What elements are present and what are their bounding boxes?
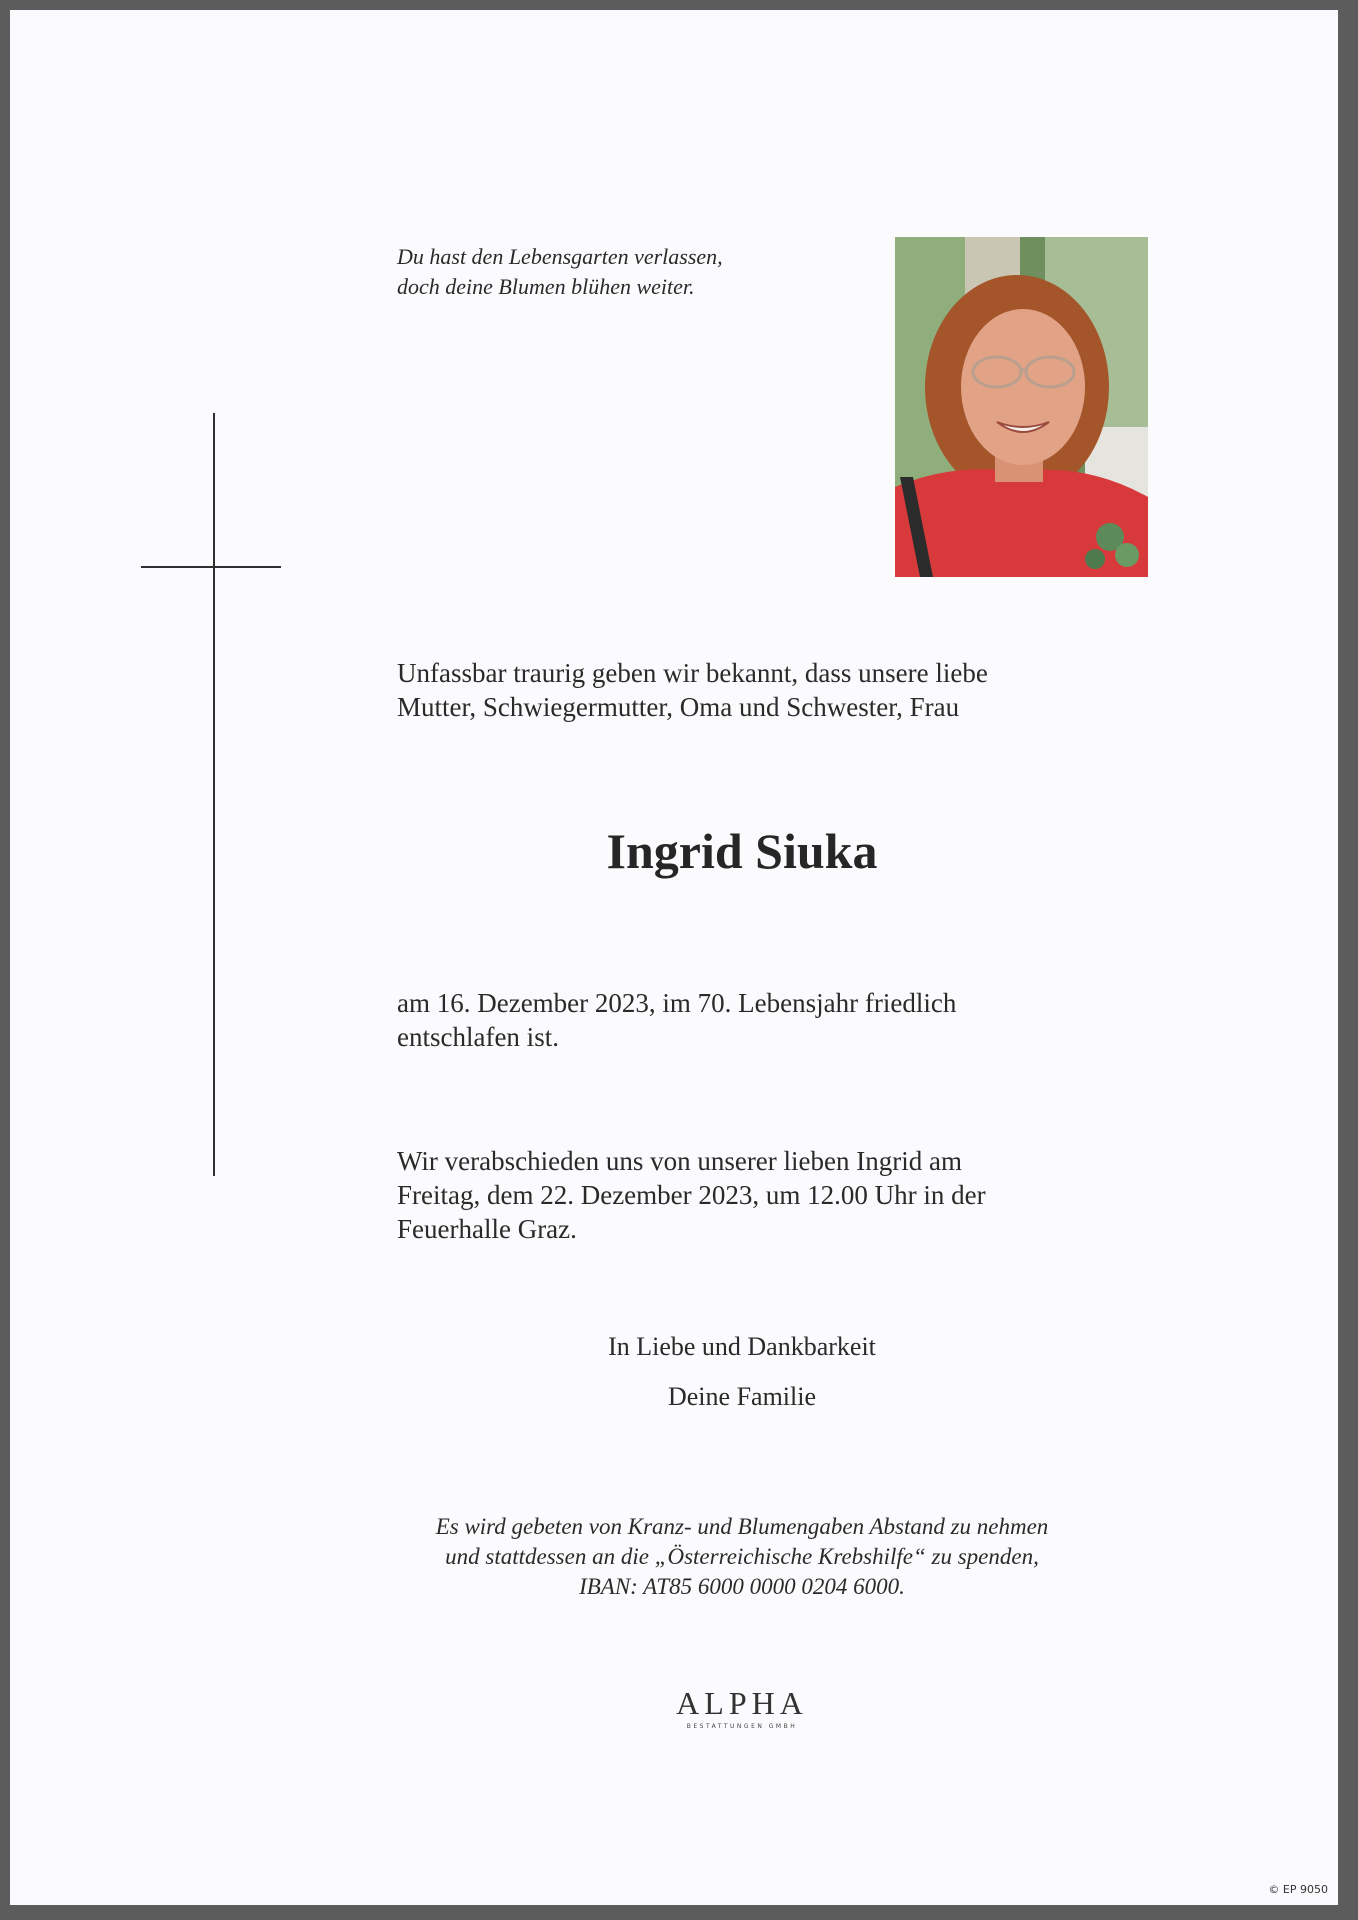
death-date-paragraph [397, 986, 1087, 1054]
announcement-line-2: Mutter, Schwiegermutter, Oma und Schwester, Frau [397, 692, 960, 722]
announcement-line-1: Unfassbar traurig geben wir bekannt, dass unsere liebe [397, 658, 988, 688]
print-code: © EP 9050 [1268, 1883, 1328, 1896]
obituary-sheet [10, 10, 1338, 1905]
motto [397, 242, 817, 302]
logo-subtitle: BESTATTUNGEN GMBH [686, 1723, 798, 1730]
farewell-line-3: Feuerhalle Graz. [397, 1214, 577, 1244]
motto-line-2: doch deine Blumen blühen weiter. [397, 274, 695, 299]
farewell-line-2: Freitag, dem 22. Dezember 2023, um 12.00 Uhr in der [397, 1180, 986, 1210]
announcement-paragraph [397, 656, 1087, 724]
death-date-line-1: am 16. Dezember 2023, im 70. Lebensjahr friedlich [397, 988, 957, 1018]
logo-wordmark: ALPHA [676, 1685, 808, 1721]
death-date-line-2: entschlafen ist. [397, 1022, 559, 1052]
funeral-home-logo [650, 1682, 835, 1734]
cross-vertical-bar [213, 413, 215, 1176]
portrait-photo [895, 237, 1148, 577]
farewell-paragraph [397, 1144, 1087, 1246]
donation-request [377, 1512, 1107, 1602]
signature-line: Deine Familie [667, 1382, 816, 1411]
deceased-name: Ingrid Siuka [606, 823, 878, 879]
closing-line: In Liebe und Dankbarkeit [608, 1332, 876, 1361]
donation-request-line-3: IBAN: AT85 6000 0000 0204 6000. [579, 1574, 905, 1599]
donation-request-line-2: und stattdessen an die „Österreichische Krebshilfe“ zu spenden, [445, 1544, 1039, 1569]
donation-request-line-1: Es wird gebeten von Kranz- und Blumengaben Abstand zu nehmen [435, 1514, 1049, 1539]
cross-horizontal-bar [141, 566, 281, 568]
motto-line-1: Du hast den Lebensgarten verlassen, [397, 244, 723, 269]
farewell-line-1: Wir verabschieden uns von unserer lieben Ingrid am [397, 1146, 962, 1176]
portrait-illustration [895, 237, 1148, 577]
